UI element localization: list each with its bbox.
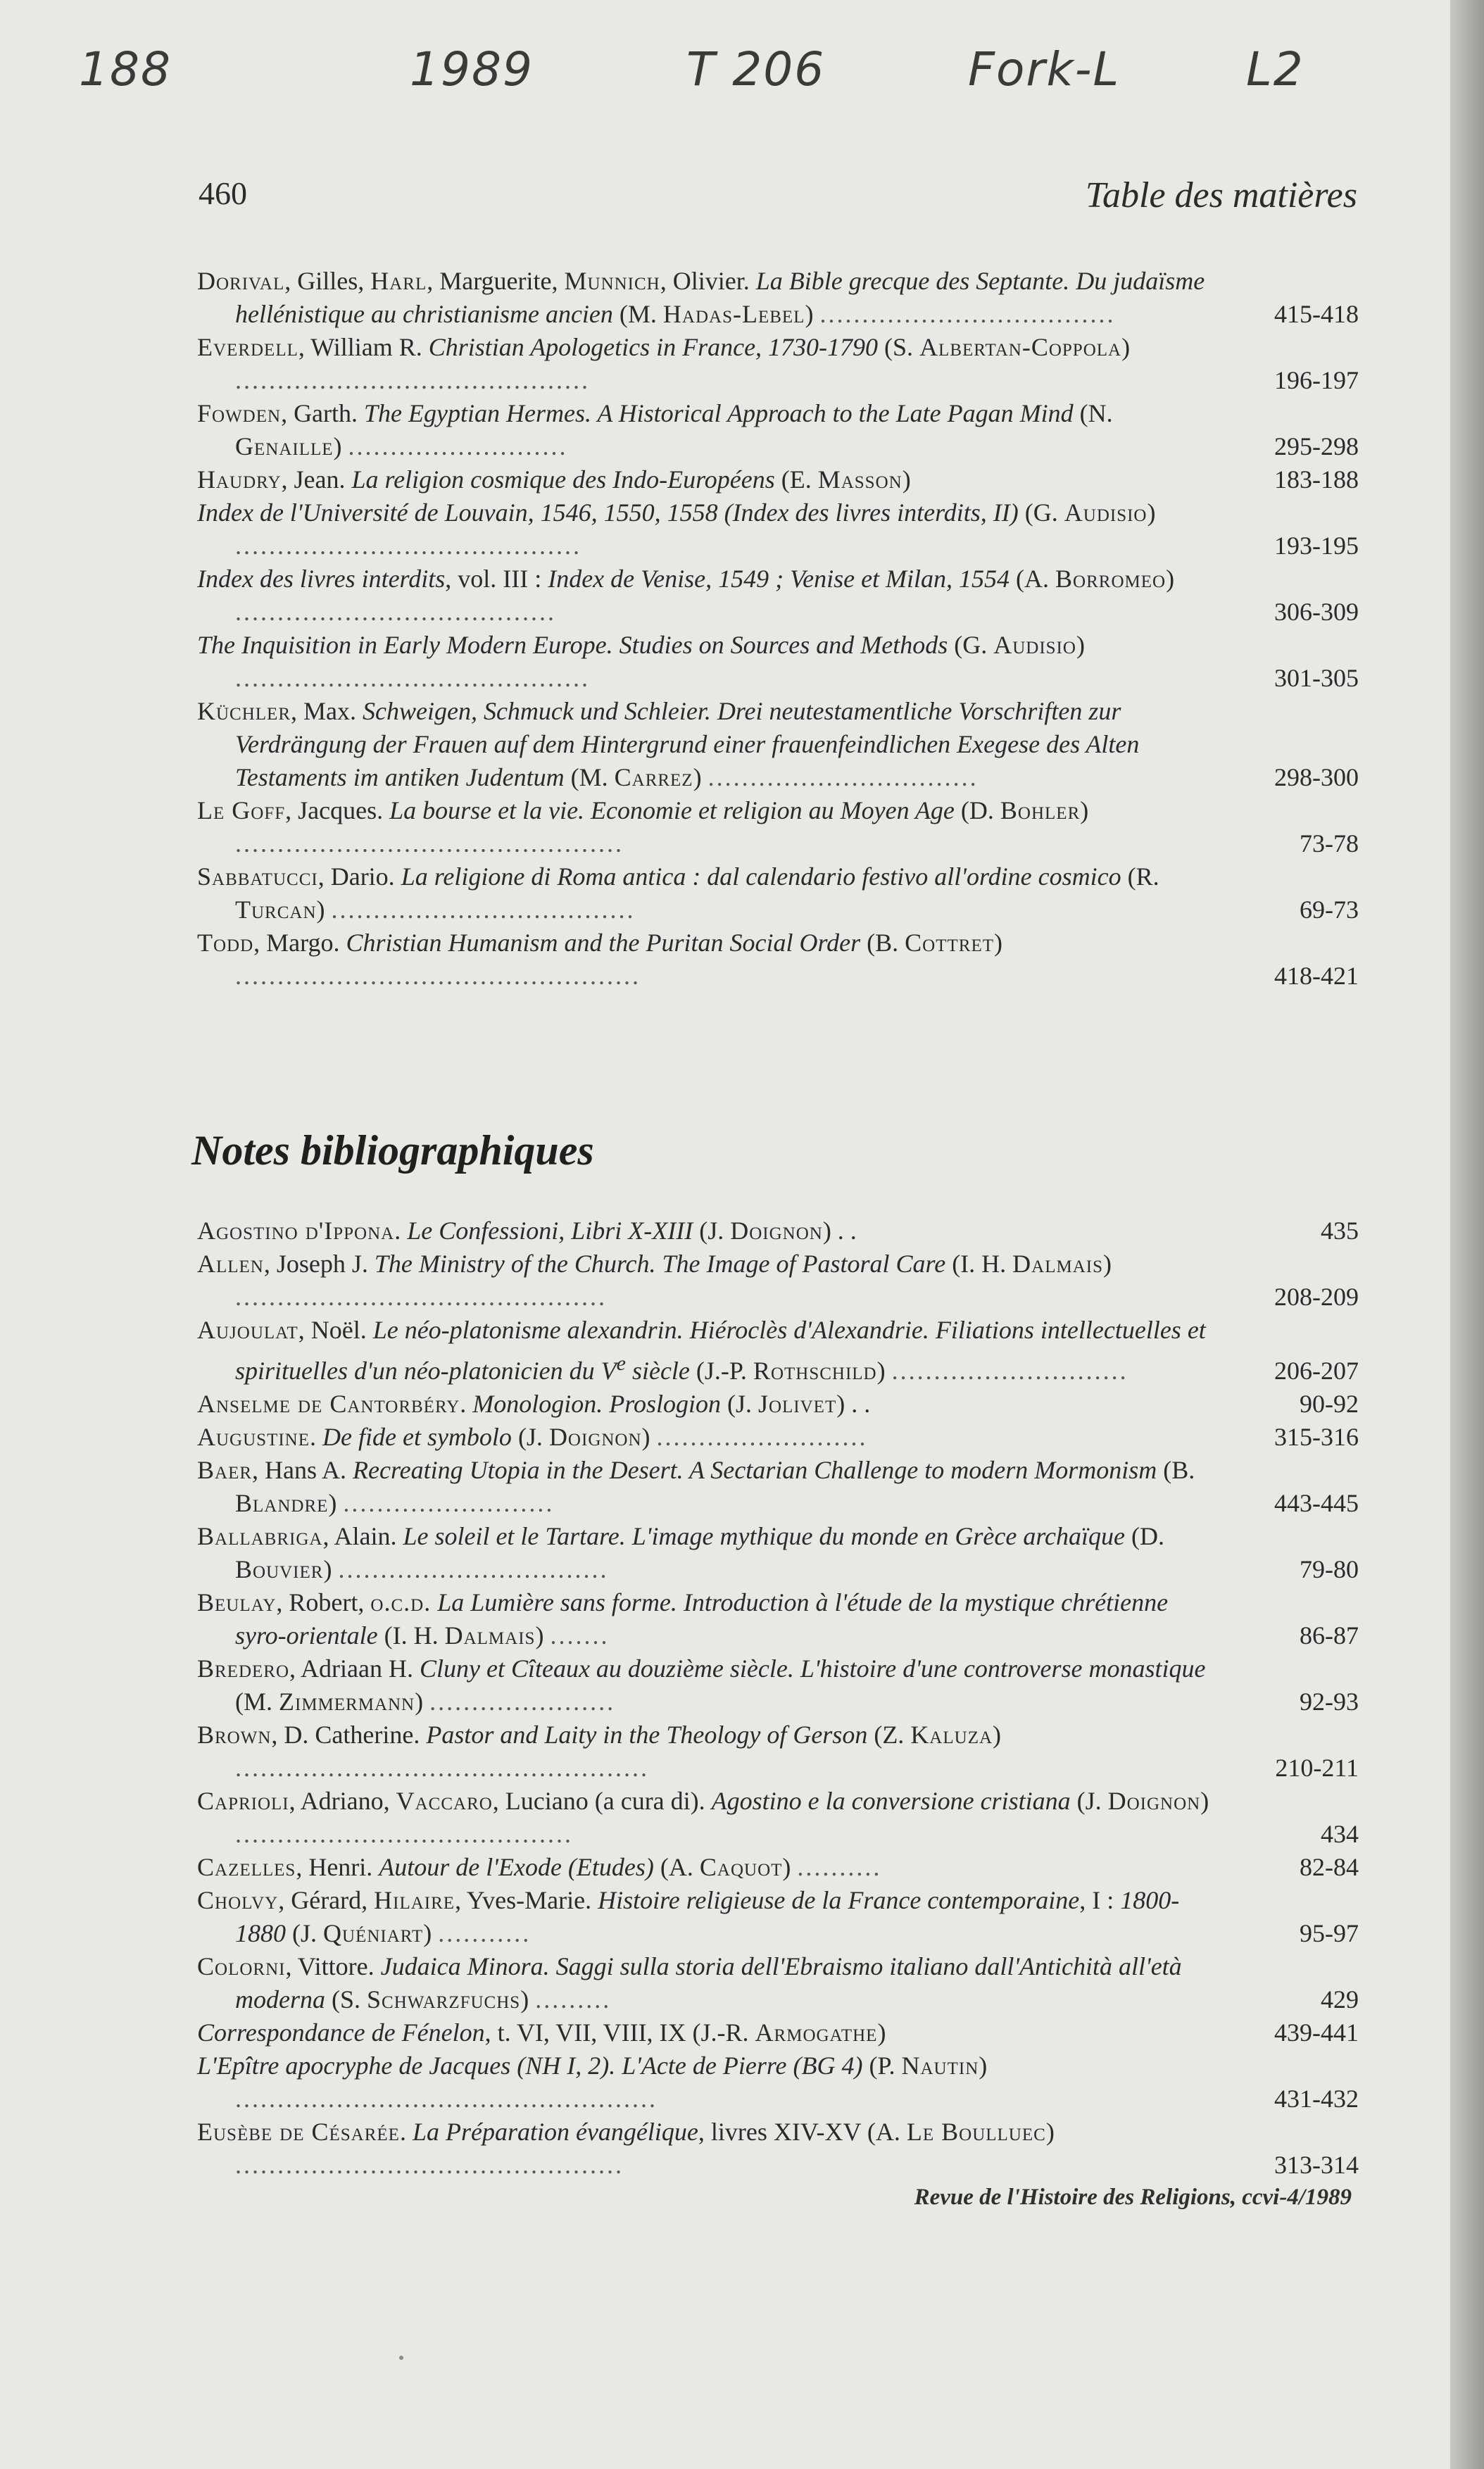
toc-entry [197,1214,1359,1248]
entry-text: The Inquisition in Early Modern Europe. Studies on Sources and Methods (G. Audisio) .......................................... [197,631,1085,692]
entry-text: Ballabriga, Alain. Le soleil et le Tartare. L'image mythique du monde en Grèce archaïque (D. Bouvier) ................................ [197,1522,1164,1583]
toc-entry [197,2016,1359,2049]
handwritten-note-3: T 206 [686,42,826,96]
entry-text: Fowden, Garth. The Egyptian Hermes. A Historical Approach to the Late Pagan Mind (N. Genaille) .......................... [197,399,1113,460]
entry-text: Allen, Joseph J. The Ministry of the Church. The Image of Pastoral Care (I. H. Dalmais) ............................................ [197,1250,1112,1311]
entry-text: Index des livres interdits, vol. III : Index de Venise, 1549 ; Venise et Milan, 1554 (A. Borromeo) ...................................... [197,565,1175,626]
toc-entry [197,1785,1359,1851]
entry-pages: 196-197 [1274,366,1359,394]
entry-pages: 183-188 [1274,465,1359,494]
entry-text: Le Goff, Jacques. La bourse et la vie. Economie et religion au Moyen Age (D. Bohler) .............................................. [197,796,1089,857]
entry-pages: 208-209 [1274,1283,1359,1311]
entry-pages: 82-84 [1300,1853,1359,1881]
entry-pages: 79-80 [1300,1555,1359,1583]
toc-entry [197,629,1359,695]
entry-text: Todd, Margo. Christian Humanism and the Puritan Social Order (B. Cottret) ................................................ [197,929,1002,990]
entry-pages: 415-418 [1274,300,1359,328]
entry-text: Beulay, Robert, o.c.d. La Lumière sans forme. Introduction à l'étude de la mystique chrétienne syro-orientale (I. H. Dalmais) ....... [197,1588,1169,1650]
entry-text: Haudry, Jean. La religion cosmique des Indo-Européens (E. Masson) [197,465,911,494]
entry-text: Augustine. De fide et symbolo (J. Doignon) ......................... [197,1423,868,1451]
entry-pages: 315-316 [1274,1423,1359,1451]
entry-pages: 298-300 [1274,763,1359,791]
entry-pages: 418-421 [1274,962,1359,990]
entry-text: Agostino d'Ippona. Le Confessioni, Libri X-XIII (J. Doignon) . . [197,1217,857,1245]
entry-text: Brown, D. Catherine. Pastor and Laity in the Theology of Gerson (Z. Kaluza) ................................................. [197,1721,1002,1782]
entry-text: Eusèbe de Césarée. La Préparation évangélique, livres XIV-XV (A. Le Boulluec) .............................................. [197,2118,1055,2179]
entry-pages: 434 [1321,1820,1359,1848]
toc-entry [197,1421,1359,1454]
toc-entry [197,463,1359,496]
page-number: 460 [199,175,247,211]
entry-pages: 73-78 [1300,829,1359,857]
toc-entry [197,331,1359,397]
entry-pages: 295-298 [1274,432,1359,460]
running-title: Table des matières [1085,175,1357,215]
notes-list [197,1214,1359,2182]
entry-pages: 86-87 [1300,1621,1359,1650]
entry-text: Sabbatucci, Dario. La religione di Roma antica : dal calendario festivo all'ordine cosmico (R. Turcan) .................................... [197,862,1159,924]
entry-pages: 95-97 [1300,1919,1359,1947]
journal-footer: Revue de l'Histoire des Religions, ccvi-4/1989 [914,2185,1352,2210]
toc-entry [197,265,1359,331]
entry-pages: 92-93 [1300,1688,1359,1716]
toc-entry [197,496,1359,563]
entry-pages: 69-73 [1300,896,1359,924]
toc-entry [197,1454,1359,1520]
reviews-list [197,265,1359,993]
toc-entry [197,1248,1359,1314]
toc-entry [197,1719,1359,1785]
entry-text: Colorni, Vittore. Judaica Minora. Saggi sulla storia dell'Ebraismo italiano dall'Antichità all'età moderna (S. Schwarzfuchs) ......... [197,1952,1182,2013]
toc-entry [197,794,1359,860]
entry-text: Correspondance de Fénelon, t. VI, VII, VIII, IX (J.-R. Armogathe) [197,2018,886,2047]
toc-entry [197,1586,1359,1652]
entry-text: L'Epître apocryphe de Jacques (NH I, 2). L'Acte de Pierre (BG 4) (P. Nautin) .................................................. [197,2052,988,2113]
page-edge-shadow [1450,0,1484,2469]
entry-pages: 439-441 [1274,2018,1359,2047]
entry-text: Index de l'Université de Louvain, 1546, 1550, 1558 (Index des livres interdits, II) (G. Audisio) ......................................... [197,498,1156,560]
section-title: Notes bibliographiques [191,1127,594,1174]
toc-entry [197,563,1359,629]
handwritten-note-4: Fork-L [968,42,1121,96]
toc-entry [197,1314,1359,1388]
entry-pages: 90-92 [1300,1390,1359,1418]
toc-entry [197,1950,1359,2016]
toc-entry [197,2049,1359,2116]
toc-entry [197,926,1359,993]
entry-pages: 206-207 [1274,1357,1359,1385]
entry-text: Everdell, William R. Christian Apologetics in France, 1730-1790 (S. Albertan-Coppola) .......................................... [197,333,1131,394]
paper-speck [399,2356,403,2360]
entry-pages: 431-432 [1274,2085,1359,2113]
toc-entry [197,397,1359,463]
toc-entry [197,1884,1359,1950]
toc-entry [197,860,1359,926]
handwritten-note-5: L2 [1246,42,1304,96]
entry-text: Bredero, Adriaan H. Cluny et Cîteaux au douzième siècle. L'histoire d'une controverse monastique (M. Zimmermann) ...................... [197,1654,1206,1716]
entry-text: Anselme de Cantorbéry. Monologion. Proslogion (J. Jolivet) . . [197,1390,871,1418]
handwritten-note-2: 1989 [410,42,534,96]
entry-text: Baer, Hans A. Recreating Utopia in the Desert. A Sectarian Challenge to modern Mormonism (B. Blandre) ......................... [197,1456,1195,1517]
toc-entry [197,695,1359,794]
entry-pages: 301-305 [1274,664,1359,692]
entry-text: Aujoulat, Noël. Le néo-platonisme alexandrin. Hiéroclès d'Alexandrie. Filiations intellectuelles et spirituelles d'un néo-platonicien du Ve siècle (J.-P. Rothschild) ............................ [197,1316,1206,1385]
entry-pages: 313-314 [1274,2151,1359,2179]
toc-entry [197,1520,1359,1586]
entry-pages: 429 [1321,1985,1359,2013]
entry-pages: 210-211 [1275,1754,1359,1782]
toc-entry [197,2116,1359,2182]
handwritten-note-1: 188 [79,42,172,96]
toc-entry [197,1652,1359,1719]
entry-text: Dorival, Gilles, Harl, Marguerite, Munnich, Olivier. La Bible grecque des Septante. Du judaïsme hellénistique au christianisme ancien (M. Hadas-Lebel) ................................... [197,267,1205,328]
toc-entry [197,1388,1359,1421]
entry-text: Küchler, Max. Schweigen, Schmuck und Schleier. Drei neutestamentliche Vorschriften zur Verdrängung der Frauen auf dem Hintergrund einer frauenfeindlichen Exegese des Alten Testaments im antiken Judentum (M. Carrez) ................................ [197,697,1140,791]
entry-text: Cholvy, Gérard, Hilaire, Yves-Marie. Histoire religieuse de la France contemporaine, I : 1800-1880 (J. Quéniart) ........... [197,1886,1180,1947]
entry-text: Cazelles, Henri. Autour de l'Exode (Etudes) (A. Caquot) .......... [197,1853,882,1881]
entry-pages: 443-445 [1274,1489,1359,1517]
toc-entry [197,1851,1359,1884]
entry-text: Caprioli, Adriano, Vaccaro, Luciano (a cura di). Agostino e la conversione cristiana (J. Doignon) ........................................ [197,1787,1209,1848]
entry-pages: 193-195 [1274,532,1359,560]
entry-pages: 435 [1321,1217,1359,1245]
entry-pages: 306-309 [1274,598,1359,626]
